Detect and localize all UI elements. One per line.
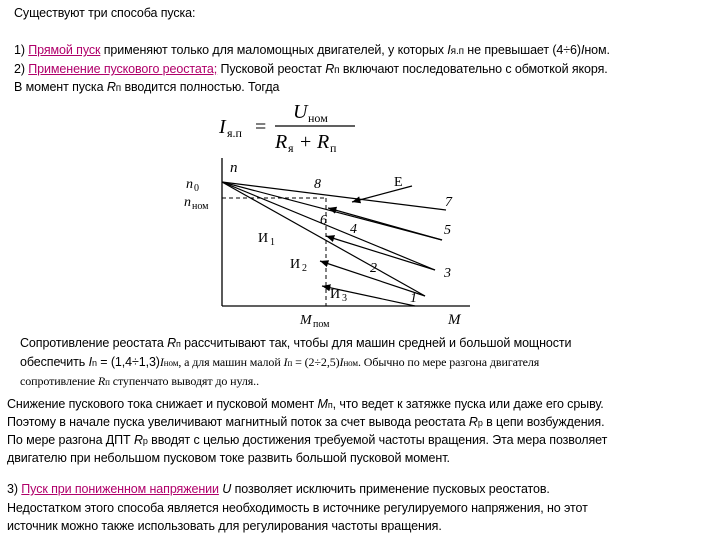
method-2-var-sub: п	[334, 65, 340, 76]
rheostat-l3-var: R	[97, 374, 106, 388]
rheostat-l1-a: Сопротивление реостата	[20, 336, 168, 350]
label-i3-sub: 3	[342, 293, 347, 304]
mnom-label: M	[300, 313, 312, 328]
rheostat-l2-var: I	[88, 355, 92, 369]
formula-den-b-sub: п	[330, 141, 337, 155]
low-voltage-start-link[interactable]: Пуск при пониженном напряжении	[21, 482, 219, 496]
method-1-number: 1)	[14, 43, 29, 57]
reduction-l1-var: M	[317, 397, 328, 411]
mnom-sub: пом	[313, 319, 330, 330]
nnom-label: n	[184, 195, 191, 210]
point-label: 3	[444, 266, 451, 281]
reduction-l2-var: R	[468, 415, 478, 429]
rheostat-l3-a: сопротивление	[20, 374, 98, 388]
reduction-l3-b: вводят с целью достижения требуемой частоты вращения. Эта мера позволяет	[147, 433, 608, 447]
reduction-l3-a: По мере разгона ДПТ	[7, 433, 134, 447]
rheostat-l2-e: I	[283, 355, 288, 369]
rheostat-l2-g: I	[339, 355, 344, 369]
method-3-text: позволяет исключить применение пусковых реостатов.	[231, 482, 550, 496]
label-i1-sub: 1	[270, 237, 275, 248]
reduction-line-2	[7, 415, 604, 431]
reduction-l3-var: R	[133, 433, 143, 447]
start-current-formula	[215, 98, 365, 158]
label-i1: И	[258, 231, 269, 246]
formula-plus: +	[300, 131, 312, 153]
rheostat-l2-e-sub: п	[287, 358, 293, 368]
method-3-var: U	[218, 482, 232, 496]
method-1-line	[14, 43, 610, 59]
rheostat-l2-h: . Обычно по мере разгона двигателя	[357, 355, 540, 369]
speed-torque-diagram	[180, 158, 480, 330]
characteristic-i3	[222, 182, 425, 296]
reduction-line-4: двигателю при небольшом пусковом токе развить большой пусковой момент.	[7, 451, 450, 465]
method-2-var: R	[325, 62, 335, 76]
method-3-line-3: источник можно также использовать для регулирования частоты вращения.	[7, 519, 442, 533]
label-i2: И	[290, 257, 301, 272]
e-arrow	[352, 186, 412, 202]
formula-equals: =	[255, 116, 267, 138]
method-2-line	[14, 62, 608, 78]
point-label: 6	[320, 213, 327, 228]
label-e: E	[394, 175, 403, 190]
rheostat-l2-c: I	[159, 355, 164, 369]
switch-arrow-5-6	[326, 236, 435, 270]
n-axis-label: n	[230, 160, 238, 176]
method-3-number: 3)	[7, 482, 22, 496]
formula-den-b: R	[317, 131, 330, 153]
rheostat-l2-a: обеспечить	[20, 355, 89, 369]
formula-den-a-sub: я	[288, 141, 294, 155]
n0-sub: 0	[194, 183, 199, 194]
point-label: 4	[350, 222, 357, 237]
reduction-l2-b: в цепи возбуждения.	[482, 415, 605, 429]
method-3-line-2: Недостатком этого способа является необходимость в источнике регулируемого напряжения, но этот	[7, 501, 588, 515]
method-2-line2-sub: п	[115, 83, 122, 94]
method-1-var-sub: я.п	[450, 46, 464, 57]
reduction-l1-sub: п	[327, 400, 333, 410]
method-2-line2-var: R	[106, 80, 116, 94]
direct-start-link[interactable]: Прямой пуск	[28, 43, 101, 57]
rheostat-l2-b: = (1,4÷1,3)	[96, 355, 160, 369]
reduction-l2-a: Поэтому в начале пуска увеличивают магнитный поток за счет вывода реостата	[7, 415, 469, 429]
reduction-l1-a: Снижение пускового тока снижает и пусковой момент	[7, 397, 318, 411]
nnom-sub: ном	[192, 201, 209, 212]
rheostat-line-1	[20, 336, 571, 352]
method-1-text: применяют только для маломощных двигателей, у которых	[100, 43, 448, 57]
point-label: 5	[444, 223, 451, 238]
rheostat-line-3	[20, 374, 259, 390]
rheostat-l1-sub: п	[176, 339, 181, 349]
rheostat-l1-b: рассчитывают так, чтобы для машин средней и большой мощности	[180, 336, 572, 350]
rheostat-l3-b: ступенчато выводят до нуля..	[109, 374, 259, 388]
method-2-text-b: включают последовательно с обмоткой якоря.	[339, 62, 608, 76]
formula-numerator-sub: ном	[308, 111, 328, 125]
rheostat-l1-var: R	[167, 336, 177, 350]
method-2-line-2	[14, 80, 279, 96]
method-1-tail-var: I	[580, 43, 585, 57]
method-1-var: I	[447, 43, 451, 57]
formula-den-a: R	[275, 131, 288, 153]
method-1-tail: не превышает (4÷6)	[463, 43, 581, 57]
method-2-text-a: Пусковой реостат	[217, 62, 326, 76]
formula-lhs: I	[219, 116, 226, 138]
formula-numerator: U	[293, 101, 308, 123]
method-3-line	[7, 482, 550, 497]
rheostat-l2-sub: n	[91, 358, 97, 368]
rheostat-l3-sub: п	[105, 377, 110, 387]
n0-label: n	[186, 177, 193, 192]
label-i2-sub: 2	[302, 263, 307, 274]
point-label: 8	[314, 177, 321, 192]
reduction-line-3	[7, 433, 607, 449]
rheostat-l2-d: , а для машин малой	[178, 355, 284, 369]
formula-lhs-sub: я.п	[227, 126, 242, 140]
reduction-l1-b: , что ведет к затяжке пуска или даже его срыву.	[332, 397, 604, 411]
rheostat-start-link[interactable]: Применение пускового реостата;	[28, 62, 218, 76]
method-2-number: 2)	[14, 62, 29, 76]
reduction-line-1	[7, 397, 604, 413]
point-label: 7	[445, 195, 452, 210]
rheostat-l2-c-sub: ном	[163, 358, 179, 368]
method-2-line2-a: В момент пуска	[14, 80, 107, 94]
reduction-l2-sub: р	[477, 418, 483, 428]
rheostat-l2-g-sub: ном	[343, 358, 358, 368]
label-i3: И	[330, 287, 341, 302]
reduction-l3-sub: р	[142, 436, 148, 446]
method-2-line2-b: вводится полностью. Тогда	[121, 80, 280, 94]
point-label: 1	[410, 291, 417, 306]
rheostat-line-2	[20, 355, 539, 371]
switch-arrow-7-8	[328, 208, 442, 240]
m-axis-label: M	[448, 312, 461, 328]
point-label: 2	[370, 261, 377, 276]
intro-title: Cуществуют три способа пуска:	[14, 6, 196, 20]
method-1-tail-sub: ном.	[584, 43, 610, 57]
rheostat-l2-f: = (2÷2,5)	[292, 355, 340, 369]
